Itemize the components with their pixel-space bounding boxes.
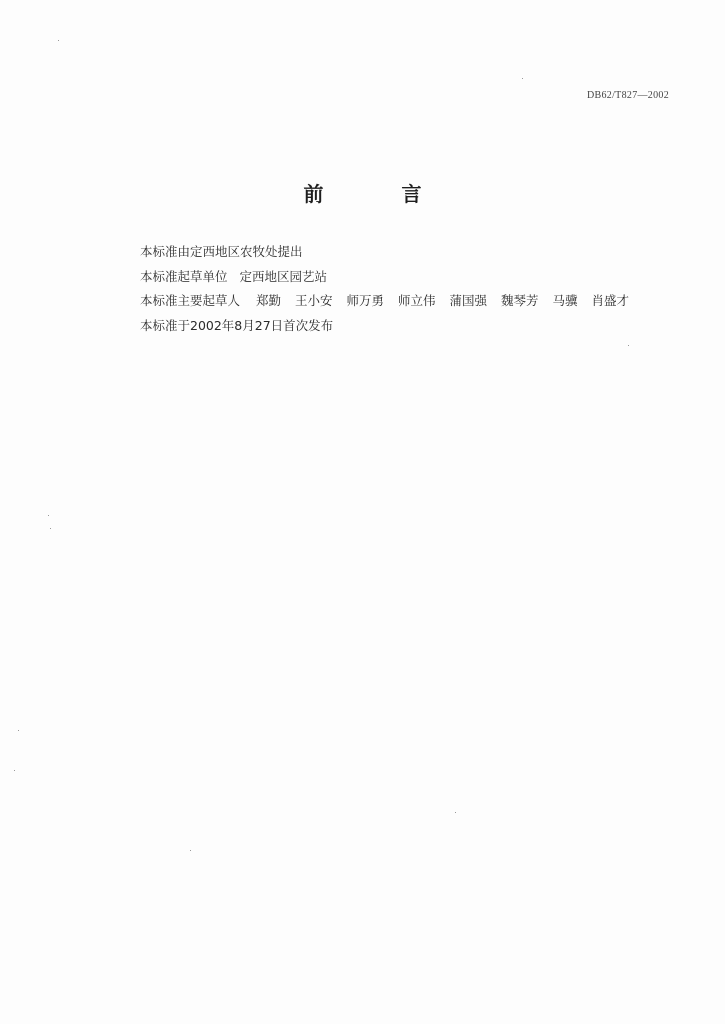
title-char-1: 前 [303,182,324,206]
scan-speck [50,528,51,529]
drafting-unit-line [140,265,680,290]
title-char-2: 言 [401,182,422,206]
drafter-name: 肖盛才 [591,293,630,308]
drafter-name: 师万勇 [346,293,385,308]
scan-speck [18,730,19,731]
standard-code: DB62/T827—2002 [587,90,669,101]
scan-speck [58,40,59,41]
foreword-body [140,240,680,338]
drafter-name: 师立伟 [398,293,436,308]
drafters-label: 本标准主要起草人 [140,293,241,308]
drafter-name: 王小安 [295,293,333,308]
drafting-unit-value: 定西地区园艺站 [239,268,328,284]
scan-speck [14,770,15,771]
drafting-unit-label: 本标准起草单位 [140,268,228,284]
drafters-line [140,289,680,314]
drafter-name: 蒲国强 [449,293,488,308]
drafter-name: 马骥 [552,293,578,308]
proposed-by-line: 本标准由定西地区农牧处提出 [140,244,303,259]
drafter-name: 魏琴芳 [501,293,539,308]
scan-speck [190,850,191,851]
release-line: 本标准于2002年8月27日首次发布 [140,317,334,333]
page-title [0,178,725,207]
scan-speck [522,78,523,79]
scan-speck [48,515,49,516]
scan-speck [628,345,629,346]
scan-speck [455,812,456,813]
drafter-name: 郑勤 [256,293,282,308]
